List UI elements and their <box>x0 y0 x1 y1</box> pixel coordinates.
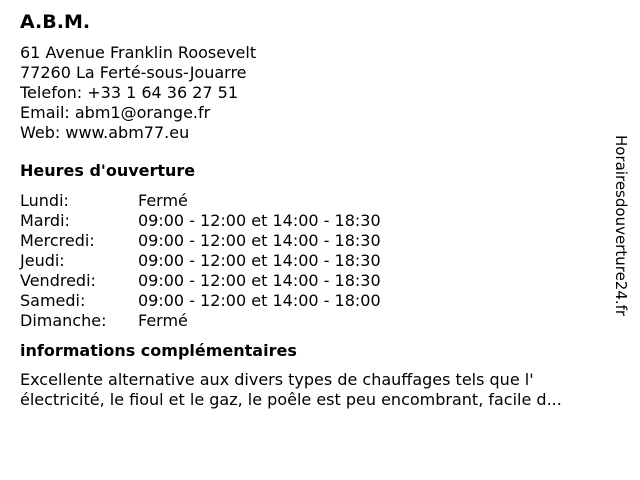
day-hours: 09:00 - 12:00 et 14:00 - 18:00 <box>138 291 381 310</box>
day-hours: 09:00 - 12:00 et 14:00 - 18:30 <box>138 211 381 230</box>
day-label: Jeudi: <box>20 251 65 270</box>
opening-hours-heading: Heures d'ouverture <box>20 161 196 180</box>
business-name: A.B.M. <box>20 11 91 33</box>
opening-hours-table <box>20 191 610 331</box>
day-label: Mardi: <box>20 211 70 230</box>
day-label: Mercredi: <box>20 231 95 250</box>
day-label: Samedi: <box>20 291 86 310</box>
day-label: Vendredi: <box>20 271 96 290</box>
day-hours: 09:00 - 12:00 et 14:00 - 18:30 <box>138 251 381 270</box>
web-line: Web: www.abm77.eu <box>20 123 190 142</box>
email-line: Email: abm1@orange.fr <box>20 103 211 122</box>
hours-row-tuesday <box>20 211 610 231</box>
day-hours: 09:00 - 12:00 et 14:00 - 18:30 <box>138 231 381 250</box>
additional-info-text: Excellente alternative aux divers types de chauffages tels que l' électricité, le fioul et le gaz, le poêle est peu encombrant, facile d... <box>20 370 562 409</box>
additional-info-heading: informations complémentaires <box>20 341 297 360</box>
day-hours: 09:00 - 12:00 et 14:00 - 18:30 <box>138 271 381 290</box>
day-hours: Fermé <box>138 191 188 210</box>
day-hours: Fermé <box>138 311 188 330</box>
day-label: Dimanche: <box>20 311 107 330</box>
address-line-1: 61 Avenue Franklin Roosevelt <box>20 43 257 62</box>
hours-row-friday <box>20 271 610 291</box>
hours-row-monday <box>20 191 610 211</box>
hours-row-saturday <box>20 291 610 311</box>
hours-row-sunday <box>20 311 610 331</box>
business-card <box>20 10 610 410</box>
day-label: Lundi: <box>20 191 69 210</box>
hours-row-wednesday <box>20 231 610 251</box>
site-watermark: Horairesdouverture24.fr <box>612 135 630 317</box>
address-line-2: 77260 La Ferté-sous-Jouarre <box>20 63 247 82</box>
hours-row-thursday <box>20 251 610 271</box>
phone-line: Telefon: +33 1 64 36 27 51 <box>20 83 239 102</box>
